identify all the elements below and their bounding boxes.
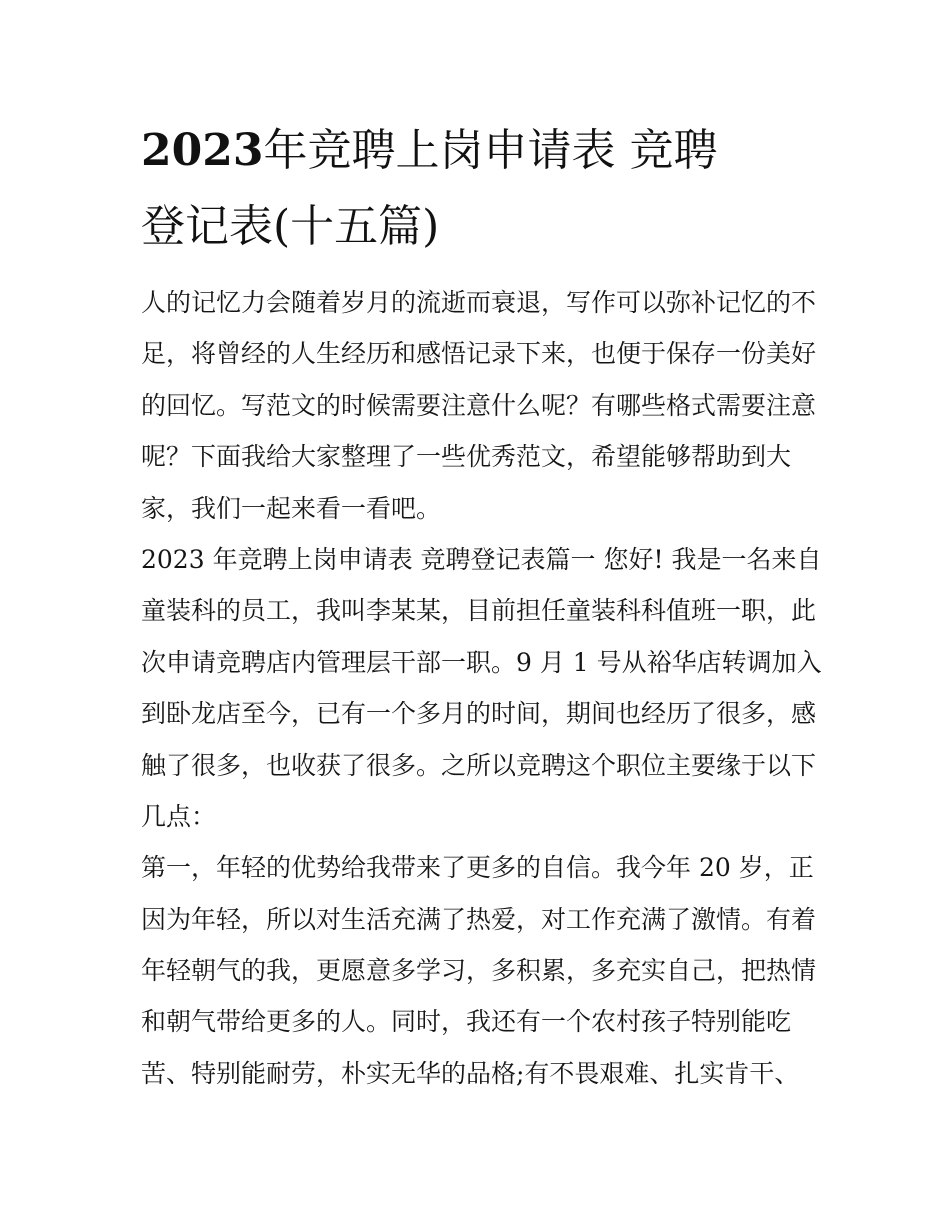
body-line: 几点： [141, 801, 217, 831]
title-line-2: 登记表(十五篇) [141, 201, 440, 252]
body-line: 触了很多，也收获了很多。之所以竞聘这个职位主要缘于以下 [141, 750, 817, 780]
body-line: 的回忆。写范文的时候需要注意什么呢？有哪些格式需要注意 [141, 390, 817, 420]
body-line: 年轻朝气的我，更愿意多学习，多积累，多充实自己，把热情 [141, 956, 817, 986]
body-line: 因为年轻，所以对生活充满了热爱，对工作充满了激情。有着 [141, 904, 817, 934]
body-line: 第一，年轻的优势给我带来了更多的自信。我今年 20 岁，正 [141, 853, 814, 883]
body-line: 人的记忆力会随着岁月的流逝而衰退，写作可以弥补记忆的不 [141, 288, 817, 317]
body-line: 苦、特别能耐劳，朴实无华的品格;有不畏艰难、扎实肯干、 [141, 1058, 800, 1088]
body-line: 呢？下面我给大家整理了一些优秀范文，希望能够帮助到大 [141, 442, 792, 472]
body-line: 2023 年竞聘上岗申请表 竞聘登记表篇一 您好! 我是一名来自 [141, 544, 822, 574]
body-line: 次申请竞聘店内管理层干部一职。9 月 1 号从裕华店转调加入 [141, 647, 822, 677]
body-line: 足，将曾经的人生经历和感悟记录下来，也便于保存一份美好 [141, 339, 817, 369]
body-line: 和朝气带给更多的人。同时，我还有一个农村孩子特别能吃 [141, 1007, 792, 1037]
title-line-1 [141, 113, 821, 189]
body-line: 童装科的员工，我叫李某某，目前担任童装科科值班一职，此 [141, 596, 817, 626]
title-line-1-text: 年竞聘上岗申请表 竞聘 [263, 125, 718, 176]
document-title [141, 113, 821, 265]
title-year: 2023 [141, 125, 264, 176]
body-line: 到卧龙店至今，已有一个多月的时间，期间也经历了很多，感 [141, 699, 817, 729]
document-body [141, 277, 821, 1099]
body-line: 家，我们一起来看一看吧。 [141, 493, 442, 523]
